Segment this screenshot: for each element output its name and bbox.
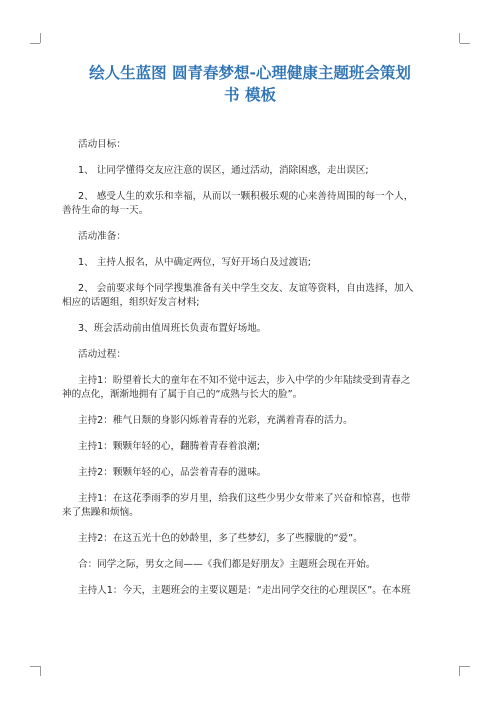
paragraph-proc-4 xyxy=(62,466,440,480)
paragraph-line: 主持2：在这五光十色的妙龄里，多了些梦幻，多了些朦胧的“爱”。 xyxy=(78,533,363,544)
paragraph-line: 活动目标： xyxy=(78,139,126,150)
paragraph-proc-8 xyxy=(62,584,440,598)
crop-mark-bottom-right-v xyxy=(459,666,460,676)
paragraph-line: 来了焦躁和烦恼。 xyxy=(62,507,139,518)
paragraph-goal-heading xyxy=(62,138,440,152)
paragraph-prep-heading xyxy=(62,230,440,244)
paragraph-line: 合：同学之际，男女之间——《我们都是好朋友》主题班会现在开始。 xyxy=(78,559,376,570)
crop-mark-bottom-left-h xyxy=(30,666,40,667)
paragraph-proc-heading xyxy=(62,348,440,362)
paragraph-line: 活动准备： xyxy=(78,231,126,242)
crop-mark-top-left-h xyxy=(30,43,40,44)
crop-mark-top-left-v xyxy=(40,33,41,43)
paragraph-line: 主持2：颗颗年轻的心，品尝着青春的滋味。 xyxy=(78,467,267,478)
paragraph-line: 2、 会前要求每个同学搜集准备有关中学生交友、友谊等资料，自由选择，加入 xyxy=(78,283,414,294)
crop-mark-bottom-right-h xyxy=(460,666,470,667)
paragraph-proc-6 xyxy=(62,532,440,546)
paragraph-prep-3 xyxy=(62,322,440,336)
title-line-2: 书 模板 xyxy=(224,86,276,104)
paragraph-line: 活动过程： xyxy=(78,349,126,360)
paragraph-line: 1、 让同学懂得交友应注意的误区，通过活动，消除困惑，走出误区; xyxy=(78,165,369,176)
paragraph-line: 主持2：稚气日颓的身影闪烁着青春的光彩，充满着青春的活力。 xyxy=(78,415,353,426)
crop-mark-top-right-h xyxy=(460,43,470,44)
paragraph-proc-2 xyxy=(62,414,440,428)
paragraph-line: 相应的话题组，组织好发言材料; xyxy=(62,297,200,308)
paragraph-proc-3 xyxy=(62,440,440,454)
document-title xyxy=(40,62,460,106)
paragraph-proc-7 xyxy=(62,558,440,572)
paragraph-proc-1 xyxy=(62,374,440,402)
paragraph-line: 3、班会活动前由值周班长负责布置好场地。 xyxy=(78,323,267,334)
crop-mark-bottom-left-v xyxy=(40,666,41,676)
document-body xyxy=(62,138,440,610)
paragraph-line: 2、 感受人生的欢乐和幸福，从而以一颗积极乐观的心来善待周围的每一个人， xyxy=(78,191,414,202)
paragraph-line: 主持1：盼望着长大的童年在不知不觉中远去，步入中学的少年陆续受到青春之 xyxy=(78,375,411,386)
paragraph-line: 神的点化，渐渐地拥有了属于自己的“成熟与长大的脸”。 xyxy=(62,389,303,400)
paragraph-proc-5 xyxy=(62,492,440,520)
paragraph-goal-2 xyxy=(62,190,440,218)
paragraph-prep-1 xyxy=(62,256,440,270)
paragraph-line: 1、 主持人报名，从中确定两位，写好开场白及过渡语; xyxy=(78,257,312,268)
paragraph-line: 主持人1：今天，主题班会的主要议题是：“走出同学交往的心理误区”。在本班 xyxy=(78,585,411,596)
paragraph-goal-1 xyxy=(62,164,440,178)
paragraph-line: 善待生命的每一天。 xyxy=(62,205,149,216)
paragraph-prep-2 xyxy=(62,282,440,310)
title-line-1: 绘人生蓝图 圆青春梦想-心理健康主题班会策划 xyxy=(89,64,411,82)
paragraph-line: 主持1：颗颗年轻的心，翻腾着青春着浪潮; xyxy=(78,441,261,452)
crop-mark-top-right-v xyxy=(459,33,460,43)
paragraph-line: 主持1：在这花季雨季的岁月里，给我们这些少男少女带来了兴奋和惊喜，也带 xyxy=(78,493,411,504)
